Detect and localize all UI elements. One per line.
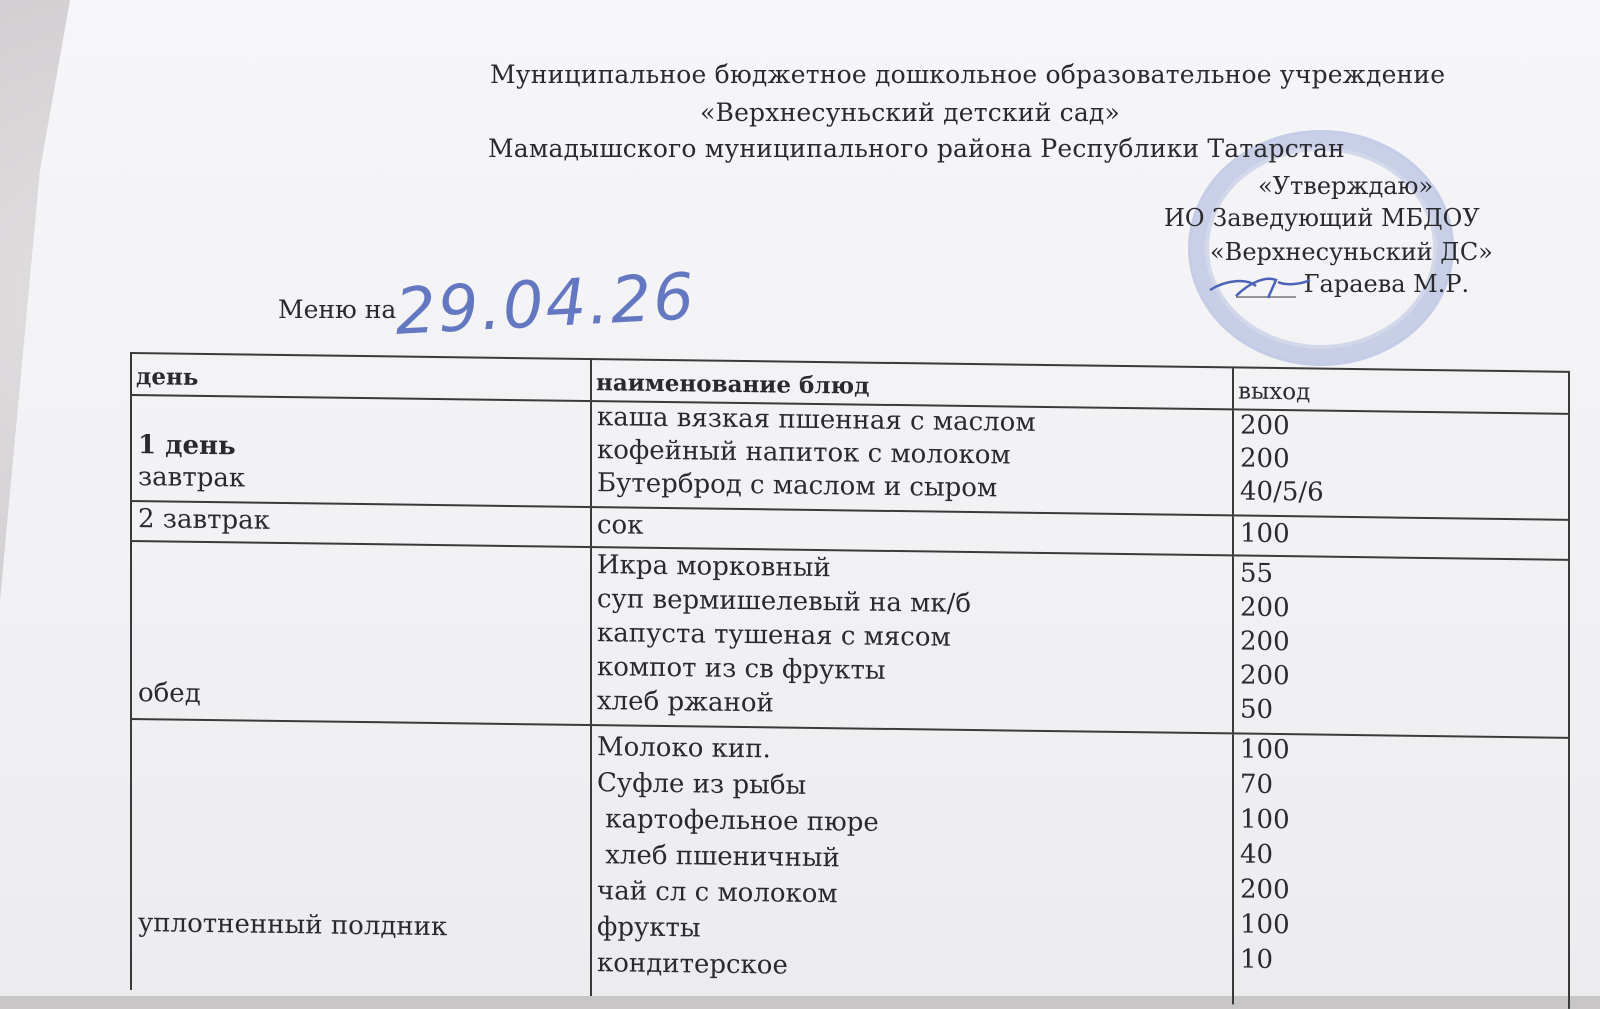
menu-table: [130, 352, 1570, 1009]
header-line-3: Мамадышского муниципального района Республики Татарстан: [488, 134, 1345, 163]
yield-item: 55: [1240, 558, 1274, 589]
yield-item: 100: [1240, 804, 1290, 836]
yield-item: 40/5/6: [1240, 476, 1324, 508]
yield-item: 10: [1240, 944, 1274, 975]
dish-item: картофельное пюре: [597, 804, 879, 838]
approval-signatory: _____ Гараева М.Р.: [1236, 270, 1470, 298]
yield-item: 200: [1240, 410, 1290, 442]
menu-date-label: Меню на: [278, 295, 397, 324]
yield-item: 40: [1240, 839, 1274, 870]
header-day: день: [136, 363, 199, 391]
dish-item: кондитерское: [597, 948, 788, 981]
signature-mark: [1206, 272, 1316, 302]
dish-item: фрукты: [597, 912, 701, 944]
day-label: 1 день: [138, 430, 236, 462]
dish-item: капуста тушеная с мясом: [597, 618, 951, 653]
yield-item: 200: [1240, 592, 1290, 624]
approval-position: ИО Заведующий МБДОУ: [1164, 204, 1480, 232]
dish-item: Молоко кип.: [597, 732, 771, 765]
meal-label: уплотненный полдник: [138, 908, 448, 943]
dish-item: компот из св фрукты: [597, 652, 886, 686]
yield-item: 200: [1240, 626, 1290, 658]
dish-item: Икра морковный: [597, 550, 831, 584]
yield-item: 100: [1240, 909, 1290, 941]
yield-item: 100: [1240, 518, 1290, 550]
dish-item: каша вязкая пшенная с маслом: [597, 402, 1036, 438]
yield-item: 200: [1240, 660, 1290, 692]
dish-item: хлеб ржаной: [597, 686, 774, 719]
dish-item: суп вермишелевый на мк/б: [597, 584, 972, 620]
dish-item: кофейный напиток с молоком: [597, 435, 1011, 471]
table-row-afternoon-snack: [130, 720, 1570, 1009]
table-row-lunch: [130, 542, 1570, 739]
header-line-2: «Верхнесуньский детский сад»: [700, 98, 1121, 127]
dish-item: чай сл с молоком: [597, 876, 838, 910]
meal-label: 2 завтрак: [138, 504, 270, 536]
yield-item: 50: [1240, 694, 1274, 725]
header-dish: наименование блюд: [596, 369, 870, 400]
yield-item: 200: [1240, 443, 1290, 475]
dish-item: сок: [597, 510, 644, 541]
yield-item: 200: [1240, 874, 1290, 906]
yield-item: 100: [1240, 734, 1290, 766]
approval-org: «Верхнесуньский ДС»: [1210, 238, 1493, 266]
dish-item: Бутерброд с маслом и сыром: [597, 468, 998, 504]
menu-date-handwritten: 29.04.26: [393, 260, 698, 350]
dish-item: хлеб пшеничный: [597, 840, 840, 874]
approval-title: «Утверждаю»: [1258, 172, 1434, 200]
yield-item: 70: [1240, 769, 1274, 800]
header-line-1: Муниципальное бюджетное дошкольное образовательное учреждение: [490, 60, 1446, 89]
meal-label: завтрак: [138, 462, 246, 494]
dish-item: Суфле из рыбы: [597, 768, 807, 801]
header-yield: выход: [1238, 378, 1311, 406]
meal-label: обед: [138, 678, 201, 709]
table-row-breakfast: [130, 396, 1570, 521]
